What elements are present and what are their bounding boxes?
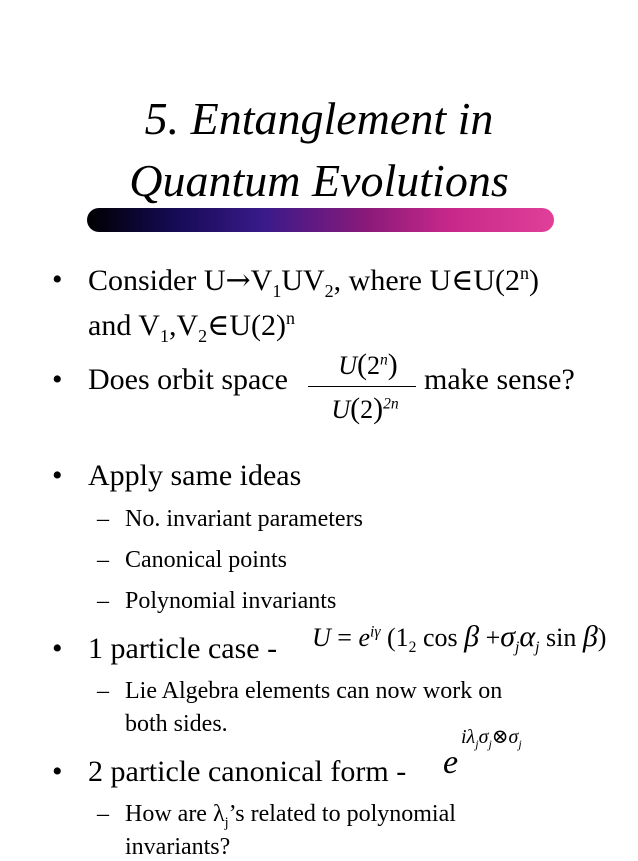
title-line-1: 5. Entanglement in	[144, 93, 494, 144]
bullet-marker: •	[52, 632, 63, 665]
sub-bullet-lambda-question-continued: invariants?	[125, 834, 231, 860]
element-of-icon: ∈	[451, 263, 474, 298]
sub-bullet-invariant-parameters: No. invariant parameters	[125, 506, 363, 532]
sub-bullet-dash: –	[97, 678, 109, 704]
bullet-marker: •	[52, 459, 63, 492]
fraction-bar	[308, 386, 416, 387]
bullet-consider: Consider $U\to V_1UV_2$, where U∈U(2$^n$)	[88, 263, 539, 301]
title-line-2: Quantum Evolutions	[129, 155, 509, 206]
tensor-product-icon: ⊗	[491, 724, 509, 748]
bullet-marker: •	[52, 755, 63, 788]
sub-bullet-dash: –	[97, 547, 109, 573]
sub-bullet-lie-algebra-continued: both sides.	[125, 711, 228, 737]
sub-bullet-dash: –	[97, 801, 109, 827]
sub-bullet-dash: –	[97, 588, 109, 614]
bullet-orbit-space-end: make sense?	[424, 363, 575, 396]
bullet-one-particle: 1 particle case -	[88, 632, 278, 665]
arrow-icon: →	[225, 263, 251, 298]
bullet-marker: •	[52, 363, 63, 396]
sub-bullet-polynomial-invariants: Polynomial invariants	[125, 588, 337, 614]
bullet-marker: •	[52, 263, 63, 296]
sub-bullet-lie-algebra: Lie Algebra elements can now work on	[125, 678, 503, 704]
slide-title	[0, 88, 638, 212]
title-underline-bar	[87, 208, 554, 232]
two-particle-exponential: e	[443, 744, 459, 781]
exponent-expression: $i\lambda_j\sigma_j\otimes\sigma_j$	[461, 724, 522, 751]
sub-bullet-canonical-points: Canonical points	[125, 547, 287, 573]
bullet-two-particle: 2 particle canonical form -	[88, 755, 407, 788]
bullet-orbit-space: Does orbit space	[88, 363, 288, 396]
fraction-numerator: U(2$^n$)	[338, 348, 398, 381]
one-particle-equation: $U = e^{i\gamma}$ ($1_2$ $\cos \beta +\sigma_j\alpha_j$ sin β)	[312, 620, 607, 657]
fraction-denominator: $U(2)^{2n}$	[331, 392, 399, 425]
sub-bullet-dash: –	[97, 506, 109, 532]
bullet-consider-continued: and $V_1,V_2\in U(2)^n$	[88, 308, 295, 346]
bullet-apply-ideas: Apply same ideas	[88, 459, 302, 492]
element-of-icon: ∈	[207, 308, 230, 343]
sub-bullet-lambda-question: How are $\lambda_j’s$ related to polynomial	[125, 801, 456, 831]
